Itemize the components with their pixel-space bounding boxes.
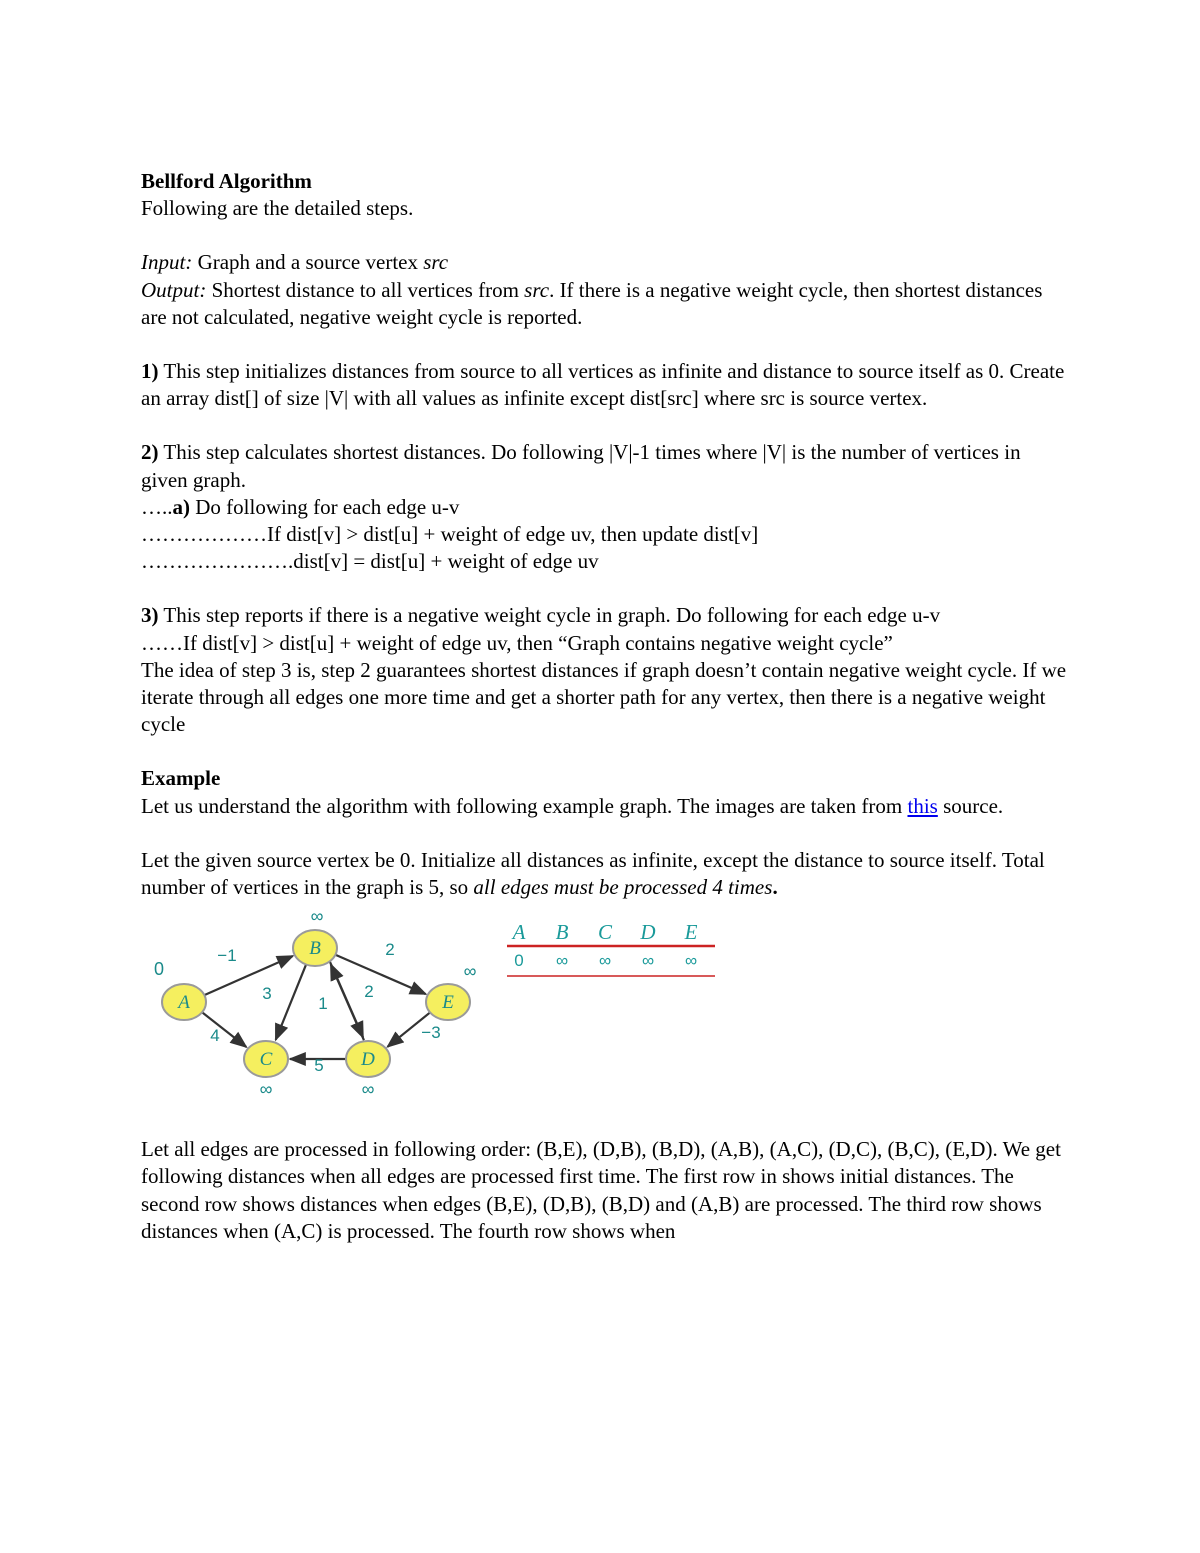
example-figure (141, 911, 1071, 1116)
step-2a-label: a) (172, 494, 190, 519)
init-text-1: Let the given source vertex be 0. Initialize all distances as infinite, except the distance to source itself. Total number of vertices in the graph is 5, so (141, 847, 1045, 900)
output-text-2: . If there is a negative weight cycle, then shortest distances are not calculated, negative weight cycle is reported. (141, 277, 1043, 329)
table-header-c: C (597, 920, 613, 945)
example-graph (145, 911, 490, 1106)
table-header-a: A (512, 920, 526, 945)
node-distance-d: ∞ (361, 1079, 375, 1100)
edge-weight-a-c: 4 (210, 1026, 220, 1046)
intro-text: Following are the detailed steps. (141, 196, 414, 221)
edge-a-c (202, 1013, 246, 1048)
output-line (141, 277, 1071, 331)
graph-nodes (162, 930, 470, 1077)
step-2a-line-3: ………………….dist[v] = dist[u] + weight of edge uv (141, 549, 599, 574)
step-3-number: 3) (141, 603, 159, 628)
step-2a-prefix: ….. (141, 494, 173, 519)
table-cell-e: ∞ (684, 951, 698, 971)
output-label: Output: (141, 277, 207, 302)
document-page (141, 168, 1071, 1245)
distance-table (505, 915, 720, 985)
example-intro (141, 793, 1071, 820)
edge-b-e (335, 955, 425, 994)
node-distance-e: ∞ (463, 961, 477, 982)
step-1 (141, 358, 1071, 412)
edge-weight-d-b: 1 (318, 994, 328, 1014)
table-cell-c: ∞ (598, 951, 612, 971)
step-2a-text: Do following for each edge u-v (190, 494, 460, 519)
node-distance-a: 0 (153, 959, 165, 980)
edge-weight-a-b: −1 (217, 946, 237, 966)
edge-weight-b-d: 2 (364, 982, 374, 1002)
step-2a (141, 494, 1071, 521)
step-2-number: 2) (141, 440, 159, 465)
step-3-explanation: The idea of step 3 is, step 2 guarantees shortest distances if graph doesn’t contain negative weight cycle. If we iterate through all edges one more time and get a shorter path for any vertex, then there is a negative weight cycle (141, 657, 1067, 737)
output-src: src (524, 277, 550, 302)
table-cell-a: 0 (514, 951, 524, 971)
source-link[interactable]: this (907, 793, 938, 818)
node-distance-c: ∞ (259, 1079, 273, 1100)
node-label-b: B (309, 938, 321, 960)
node-label-d: D (361, 1049, 375, 1071)
table-header-b: B (555, 920, 569, 945)
input-label: Input: (141, 250, 193, 275)
table-cell-b: ∞ (555, 951, 569, 971)
document-title: Bellford Algorithm (141, 169, 312, 193)
step-3 (141, 602, 1071, 629)
edge-weight-b-e: 2 (385, 940, 395, 960)
input-line (141, 249, 1071, 276)
input-text: Graph and a source vertex (192, 250, 424, 275)
step-2a-line-2: ………………If dist[v] > dist[u] + weight of edge uv, then update dist[v] (141, 522, 759, 547)
node-label-e: E (442, 992, 454, 1014)
init-text-2: . (772, 875, 778, 900)
step-2 (141, 439, 1071, 493)
edge-weight-b-c: 3 (262, 984, 272, 1004)
table-cell-d: ∞ (641, 951, 655, 971)
example-heading: Example (141, 766, 221, 791)
edge-weight-e-d: −3 (421, 1023, 441, 1043)
output-text-1: Shortest distance to all vertices from (206, 277, 525, 302)
step-3-text: This step reports if there is a negative weight cycle in graph. Do following for each edge u-v (158, 603, 941, 628)
node-label-a: A (178, 992, 190, 1014)
step-3-line-2: ……If dist[v] > dist[u] + weight of edge uv, then “Graph contains negative weight cycle” (141, 630, 893, 655)
init-emphasis: all edges must be processed 4 times (473, 875, 773, 900)
graph-edges (202, 955, 430, 1059)
step-2-text: This step calculates shortest distances. Do following |V|-1 times where |V| is the number of vertices in given graph. (141, 440, 1021, 492)
step-1-number: 1) (141, 359, 159, 384)
edge-b-c (276, 965, 306, 1040)
example-text-1: Let us understand the algorithm with following example graph. The images are taken from (141, 793, 908, 818)
input-src: src (423, 250, 449, 275)
order-paragraph: Let all edges are processed in following order: (B,E), (D,B), (B,D), (A,B), (A,C), (D,C), (B,C), (E,D). We get following distances when all edges are processed first time. The first row in shows initial distances. The second row shows distances when edges (B,E), (D,B), (B,D) and (A,B) are processed. The third row shows distances when (A,C) is processed. The fourth row shows when (141, 1137, 1061, 1243)
table-header-d: D (640, 920, 656, 945)
edge-d-b (331, 965, 364, 1041)
init-paragraph (141, 847, 1071, 901)
node-distance-b: ∞ (310, 911, 324, 927)
table-header-e: E (684, 920, 698, 945)
step-1-text: This step initializes distances from source to all vertices as infinite and distance to source itself as 0. Create an array dist[] of size |V| with all values as infinite except dist[src] where src is source vertex. (141, 359, 1065, 411)
node-label-c: C (259, 1049, 273, 1071)
edge-weight-d-c: 5 (314, 1056, 324, 1076)
example-text-2: source. (937, 793, 1004, 818)
